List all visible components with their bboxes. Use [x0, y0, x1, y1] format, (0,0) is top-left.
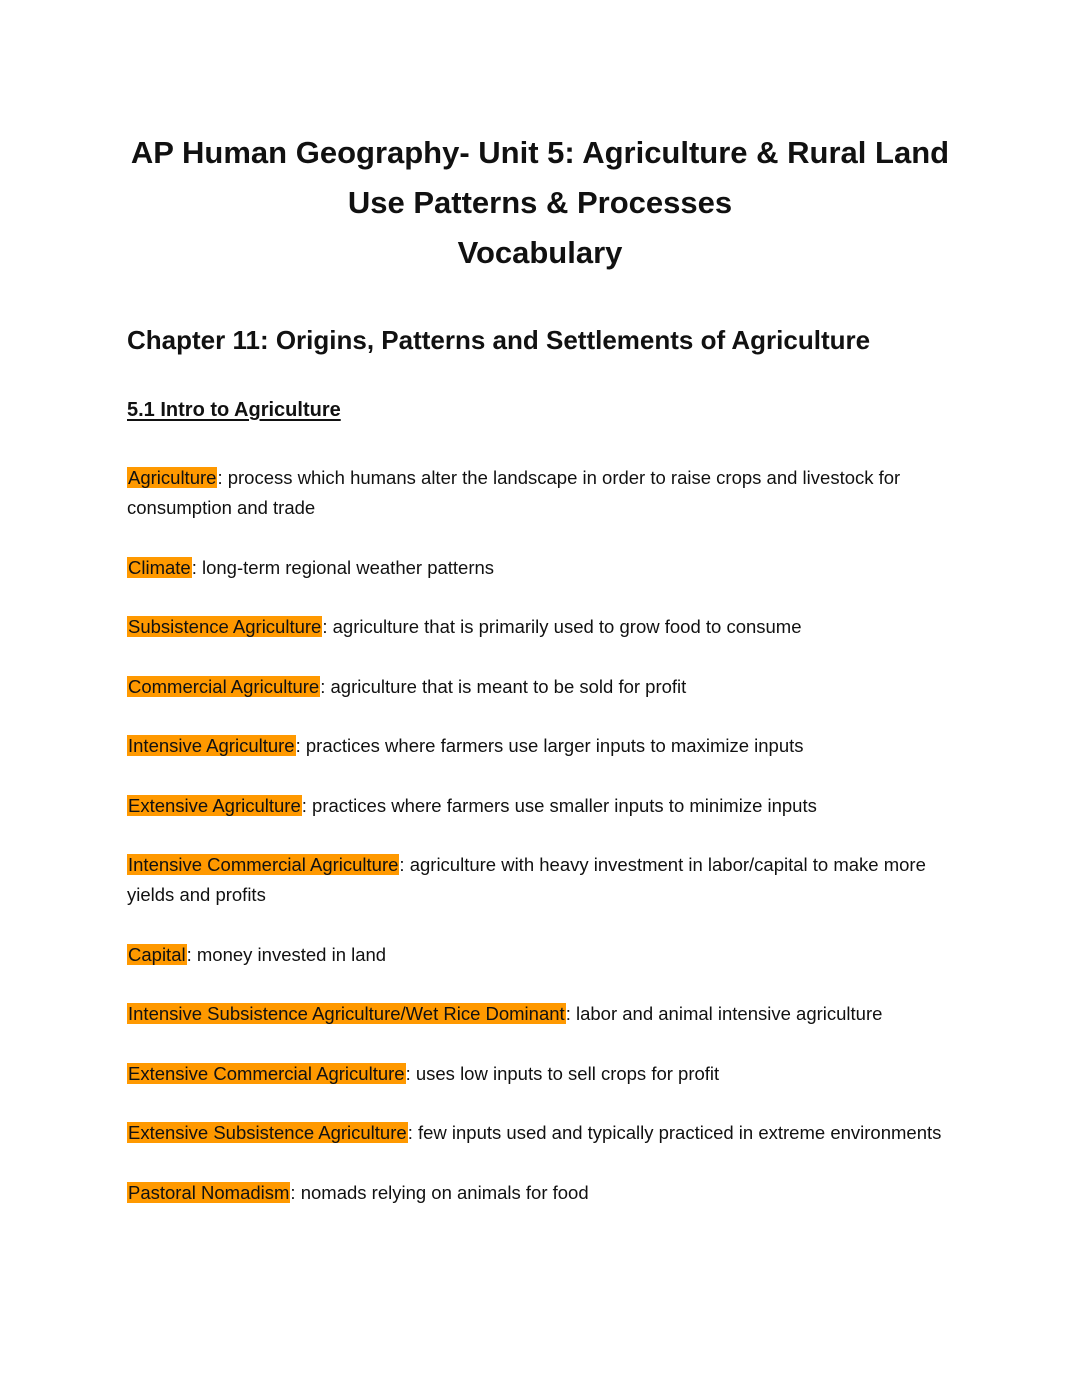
title-line-2: Use Patterns & Processes	[347, 185, 733, 220]
vocab-definition: : practices where farmers use smaller inputs to minimize inputs	[301, 794, 817, 816]
vocab-term: Intensive Subsistence Agriculture/Wet Rice Dominant	[128, 1003, 565, 1024]
vocab-definition: : money invested in land	[186, 943, 387, 965]
vocab-term: Intensive Commercial Agriculture	[128, 854, 399, 875]
chapter-heading: Chapter 11: Origins, Patterns and Settlements of Agriculture	[127, 325, 871, 355]
vocab-entry	[127, 672, 942, 702]
vocab-term: Capital	[128, 943, 186, 965]
vocab-entry	[127, 612, 942, 642]
vocab-entry	[127, 463, 942, 523]
vocab-term: Climate	[128, 556, 191, 578]
title-line-1: AP Human Geography- Unit 5: Agriculture & Rural Land	[130, 135, 950, 170]
vocab-entry	[127, 850, 942, 910]
document-title	[0, 128, 1080, 278]
vocab-definition: : labor and animal intensive agriculture	[565, 1003, 883, 1024]
section-heading: 5.1 Intro to Agriculture	[127, 399, 341, 421]
vocab-definition: : agriculture that is meant to be sold for profit	[320, 675, 687, 697]
vocab-entry	[127, 731, 942, 761]
vocab-term: Commercial Agriculture	[128, 675, 320, 697]
vocab-term: Extensive Subsistence Agriculture	[128, 1122, 407, 1143]
vocab-term: Extensive Agriculture	[128, 794, 301, 816]
vocabulary-list	[127, 463, 942, 1237]
vocab-definition: : uses low inputs to sell crops for profit	[405, 1062, 720, 1084]
vocab-entry	[127, 999, 942, 1029]
vocab-entry	[127, 1059, 942, 1089]
vocab-entry	[127, 1178, 942, 1208]
vocab-entry	[127, 1118, 942, 1148]
vocab-term: Intensive Agriculture	[128, 735, 295, 756]
vocab-definition: : process which humans alter the landscape in order to raise crops and livestock for consumption and trade	[127, 467, 901, 518]
vocab-entry	[127, 940, 942, 970]
vocab-term: Subsistence Agriculture	[128, 616, 322, 637]
vocab-definition: : agriculture with heavy investment in labor/capital to make more yields and profits	[127, 854, 926, 905]
vocab-definition: : practices where farmers use larger inputs to maximize inputs	[295, 735, 804, 756]
vocab-term: Agriculture	[128, 467, 217, 488]
vocab-definition: : nomads relying on animals for food	[290, 1181, 589, 1203]
vocab-entry	[127, 553, 942, 583]
vocab-term: Extensive Commercial Agriculture	[128, 1062, 405, 1084]
vocab-definition: : long-term regional weather patterns	[191, 556, 495, 578]
vocab-term: Pastoral Nomadism	[128, 1181, 290, 1203]
vocab-definition: : agriculture that is primarily used to grow food to consume	[322, 616, 802, 637]
vocab-definition: : few inputs used and typically practiced in extreme environments	[407, 1122, 942, 1143]
vocab-entry	[127, 791, 942, 821]
title-line-3: Vocabulary	[457, 235, 623, 270]
